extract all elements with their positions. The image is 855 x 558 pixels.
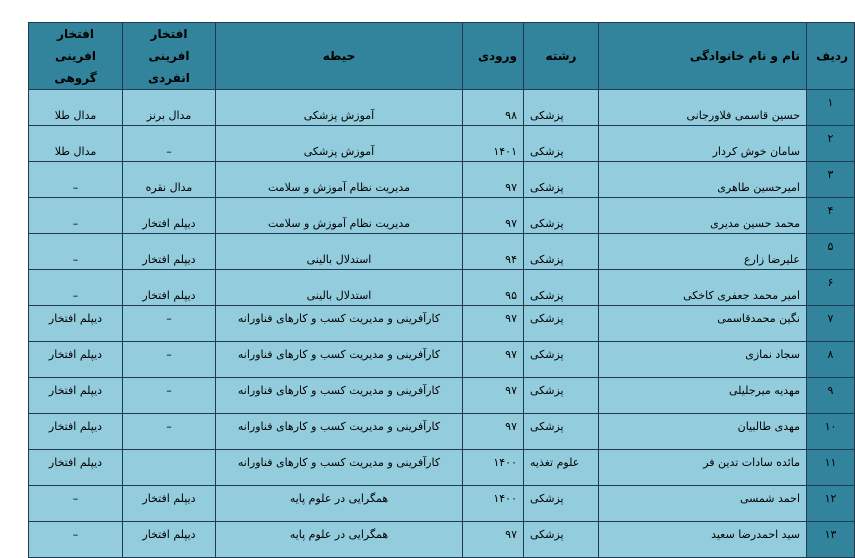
cell-entry-year: ۹۷: [463, 342, 524, 378]
cell-name: محمد حسین مدیری: [599, 198, 807, 234]
cell-individual-honor: –: [123, 414, 216, 450]
table-row: [29, 270, 855, 306]
cell-individual-honor: دیپلم افتخار: [123, 270, 216, 306]
header-name: نام و نام خانوادگی: [599, 23, 807, 90]
cell-index: ۶: [807, 270, 855, 306]
header-individual-honor: افتخار افرینی انفردی: [123, 23, 216, 90]
cell-group-honor: دیپلم افتخار: [29, 378, 123, 414]
cell-domain: استدلال بالینی: [216, 234, 463, 270]
cell-index: ۵: [807, 234, 855, 270]
cell-entry-year: ۹۷: [463, 306, 524, 342]
cell-field: علوم تغذیه: [524, 450, 599, 486]
cell-name: سجاد نمازی: [599, 342, 807, 378]
cell-index: ۲: [807, 126, 855, 162]
header-field: رشته: [524, 23, 599, 90]
cell-domain: کارآفرینی و مدیریت کسب و کارهای فناورانه: [216, 306, 463, 342]
cell-index: ۱: [807, 90, 855, 126]
cell-individual-honor: –: [123, 126, 216, 162]
cell-individual-honor: دیپلم افتخار: [123, 198, 216, 234]
cell-entry-year: ۹۷: [463, 414, 524, 450]
cell-index: ۱۱: [807, 450, 855, 486]
cell-group-honor: –: [29, 486, 123, 522]
cell-field: پزشکی: [524, 378, 599, 414]
cell-group-honor: دیپلم افتخار: [29, 342, 123, 378]
cell-field: پزشکی: [524, 306, 599, 342]
cell-entry-year: ۹۷: [463, 198, 524, 234]
table-row: [29, 234, 855, 270]
cell-index: ۸: [807, 342, 855, 378]
cell-entry-year: ۹۷: [463, 522, 524, 558]
cell-domain: مدیریت نظام آموزش و سلامت: [216, 162, 463, 198]
awards-table: [28, 22, 855, 558]
cell-domain: کارآفرینی و مدیریت کسب و کارهای فناورانه: [216, 414, 463, 450]
cell-field: پزشکی: [524, 234, 599, 270]
table-row: [29, 90, 855, 126]
cell-index: ۷: [807, 306, 855, 342]
cell-group-honor: مدال طلا: [29, 90, 123, 126]
table-header-row: [29, 23, 855, 90]
cell-index: ۱۳: [807, 522, 855, 558]
cell-domain: استدلال بالینی: [216, 270, 463, 306]
cell-field: پزشکی: [524, 414, 599, 450]
cell-domain: آموزش پزشکی: [216, 126, 463, 162]
cell-name: نگین محمدقاسمی: [599, 306, 807, 342]
cell-individual-honor: دیپلم افتخار: [123, 234, 216, 270]
cell-name: مهدی طالبیان: [599, 414, 807, 450]
cell-entry-year: ۱۴۰۱: [463, 126, 524, 162]
cell-entry-year: ۹۷: [463, 378, 524, 414]
cell-entry-year: ۹۵: [463, 270, 524, 306]
header-domain: حیطه: [216, 23, 463, 90]
cell-group-honor: –: [29, 522, 123, 558]
header-group-honor: افتخار افرینی گروهی: [29, 23, 123, 90]
cell-individual-honor: مدال نقره: [123, 162, 216, 198]
cell-group-honor: دیپلم افتخار: [29, 414, 123, 450]
cell-entry-year: ۹۷: [463, 162, 524, 198]
cell-individual-honor: –: [123, 306, 216, 342]
cell-index: ۳: [807, 162, 855, 198]
cell-field: پزشکی: [524, 270, 599, 306]
cell-name: احمد شمسی: [599, 486, 807, 522]
cell-individual-honor: مدال برنز: [123, 90, 216, 126]
cell-domain: کارآفرینی و مدیریت کسب و کارهای فناورانه: [216, 450, 463, 486]
table-row: [29, 378, 855, 414]
cell-group-honor: مدال طلا: [29, 126, 123, 162]
cell-name: مهدیه میرجلیلی: [599, 378, 807, 414]
cell-name: امیر محمد جعفری کاخکی: [599, 270, 807, 306]
cell-domain: آموزش پزشکی: [216, 90, 463, 126]
cell-entry-year: ۹۴: [463, 234, 524, 270]
cell-name: مائده سادات تدین فر: [599, 450, 807, 486]
table-row: [29, 486, 855, 522]
cell-individual-honor: –: [123, 378, 216, 414]
cell-name: حسین قاسمی فلاورجانی: [599, 90, 807, 126]
table-row: [29, 198, 855, 234]
cell-name: سید احمدرضا سعید: [599, 522, 807, 558]
cell-index: ۹: [807, 378, 855, 414]
cell-domain: کارآفرینی و مدیریت کسب و کارهای فناورانه: [216, 342, 463, 378]
cell-name: امیرحسین طاهری: [599, 162, 807, 198]
cell-entry-year: ۱۴۰۰: [463, 450, 524, 486]
cell-field: پزشکی: [524, 126, 599, 162]
awards-table-container: [28, 22, 848, 558]
cell-domain: همگرایی در علوم پایه: [216, 486, 463, 522]
cell-group-honor: –: [29, 198, 123, 234]
cell-entry-year: ۱۴۰۰: [463, 486, 524, 522]
cell-index: ۱۲: [807, 486, 855, 522]
cell-individual-honor: –: [123, 342, 216, 378]
cell-individual-honor: دیپلم افتخار: [123, 486, 216, 522]
cell-domain: کارآفرینی و مدیریت کسب و کارهای فناورانه: [216, 378, 463, 414]
table-row: [29, 450, 855, 486]
cell-group-honor: –: [29, 162, 123, 198]
cell-individual-honor: [123, 450, 216, 486]
cell-domain: همگرایی در علوم پایه: [216, 522, 463, 558]
header-entry-year: ورودی: [463, 23, 524, 90]
cell-field: پزشکی: [524, 486, 599, 522]
cell-field: پزشکی: [524, 198, 599, 234]
cell-entry-year: ۹۸: [463, 90, 524, 126]
cell-index: ۴: [807, 198, 855, 234]
cell-group-honor: دیپلم افتخار: [29, 450, 123, 486]
table-row: [29, 306, 855, 342]
cell-name: سامان خوش کردار: [599, 126, 807, 162]
cell-group-honor: دیپلم افتخار: [29, 306, 123, 342]
header-index: ردیف: [807, 23, 855, 90]
table-row: [29, 522, 855, 558]
cell-individual-honor: دیپلم افتخار: [123, 522, 216, 558]
cell-group-honor: –: [29, 270, 123, 306]
table-row: [29, 414, 855, 450]
cell-index: ۱۰: [807, 414, 855, 450]
cell-field: پزشکی: [524, 90, 599, 126]
cell-field: پزشکی: [524, 162, 599, 198]
table-row: [29, 126, 855, 162]
cell-field: پزشکی: [524, 522, 599, 558]
cell-group-honor: –: [29, 234, 123, 270]
table-row: [29, 342, 855, 378]
cell-domain: مدیریت نظام آموزش و سلامت: [216, 198, 463, 234]
cell-field: پزشکی: [524, 342, 599, 378]
cell-name: علیرضا زارع: [599, 234, 807, 270]
table-row: [29, 162, 855, 198]
